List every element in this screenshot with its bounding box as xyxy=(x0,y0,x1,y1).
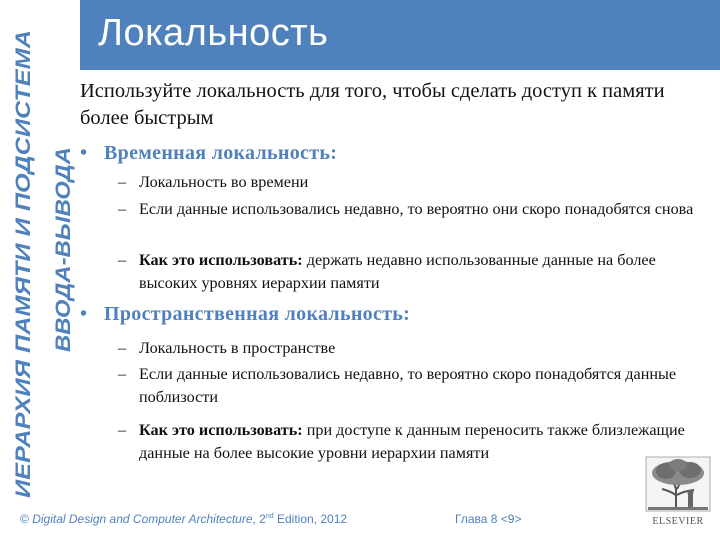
slide-title: Локальность xyxy=(98,12,329,54)
footer-citation xyxy=(20,512,347,526)
list-item xyxy=(118,419,698,465)
item-text: при доступе к данным переносить также близлежащие данные на более высокие уровни иерархии памяти xyxy=(139,421,685,462)
intro-text: Используйте локальность для того, чтобы сделать доступ к памяти более быстрым xyxy=(80,80,665,129)
dash-icon: – xyxy=(118,173,127,191)
copyright-symbol: © xyxy=(20,512,29,526)
list-item xyxy=(118,198,698,221)
section-title: Пространственная локальность: xyxy=(104,303,411,325)
dash-icon: – xyxy=(118,365,127,383)
elsevier-logo xyxy=(644,455,712,529)
item-bold: Как это использовать: xyxy=(139,421,303,439)
item-text: Если данные использовались недавно, то вероятно скоро понадобятся данные поблизости xyxy=(139,365,677,406)
bullet-icon: • xyxy=(80,142,88,164)
dash-icon: – xyxy=(118,339,127,357)
chapter-page: Глава 8 <9> xyxy=(455,512,522,526)
dash-icon: – xyxy=(118,200,127,218)
list-item xyxy=(118,171,698,194)
edition-suffix: nd xyxy=(265,513,274,520)
list-item xyxy=(118,337,698,360)
item-bold: Как это использовать: xyxy=(139,251,303,269)
list-item xyxy=(118,363,698,409)
dash-icon: – xyxy=(118,421,127,439)
item-text: Локальность во времени xyxy=(139,173,309,191)
section-title: Временная локальность: xyxy=(104,142,338,164)
side-title xyxy=(0,0,78,510)
item-text: Если данные использовались недавно, то вероятно они скоро понадобятся снова xyxy=(139,200,694,218)
book-title: Digital Design and Computer Architecture xyxy=(32,512,253,526)
list-item xyxy=(118,249,698,295)
edition-number: , 2 xyxy=(252,512,266,526)
side-title-line1: ИЕРАРХИЯ ПАМЯТИ И ПОДСИСТЕМА xyxy=(12,109,35,498)
side-title-line2: ВВОДА-ВЫВОДА xyxy=(52,171,75,352)
bullet-icon: • xyxy=(80,303,88,325)
logo-text: ELSEVIER xyxy=(652,516,704,527)
item-text: Локальность в пространстве xyxy=(139,339,336,357)
dash-icon: – xyxy=(118,251,127,269)
edition-year: Edition, 2012 xyxy=(273,512,348,526)
item-text: держать недавно использованные данные на более высоких уровнях иерархии памяти xyxy=(139,251,656,292)
